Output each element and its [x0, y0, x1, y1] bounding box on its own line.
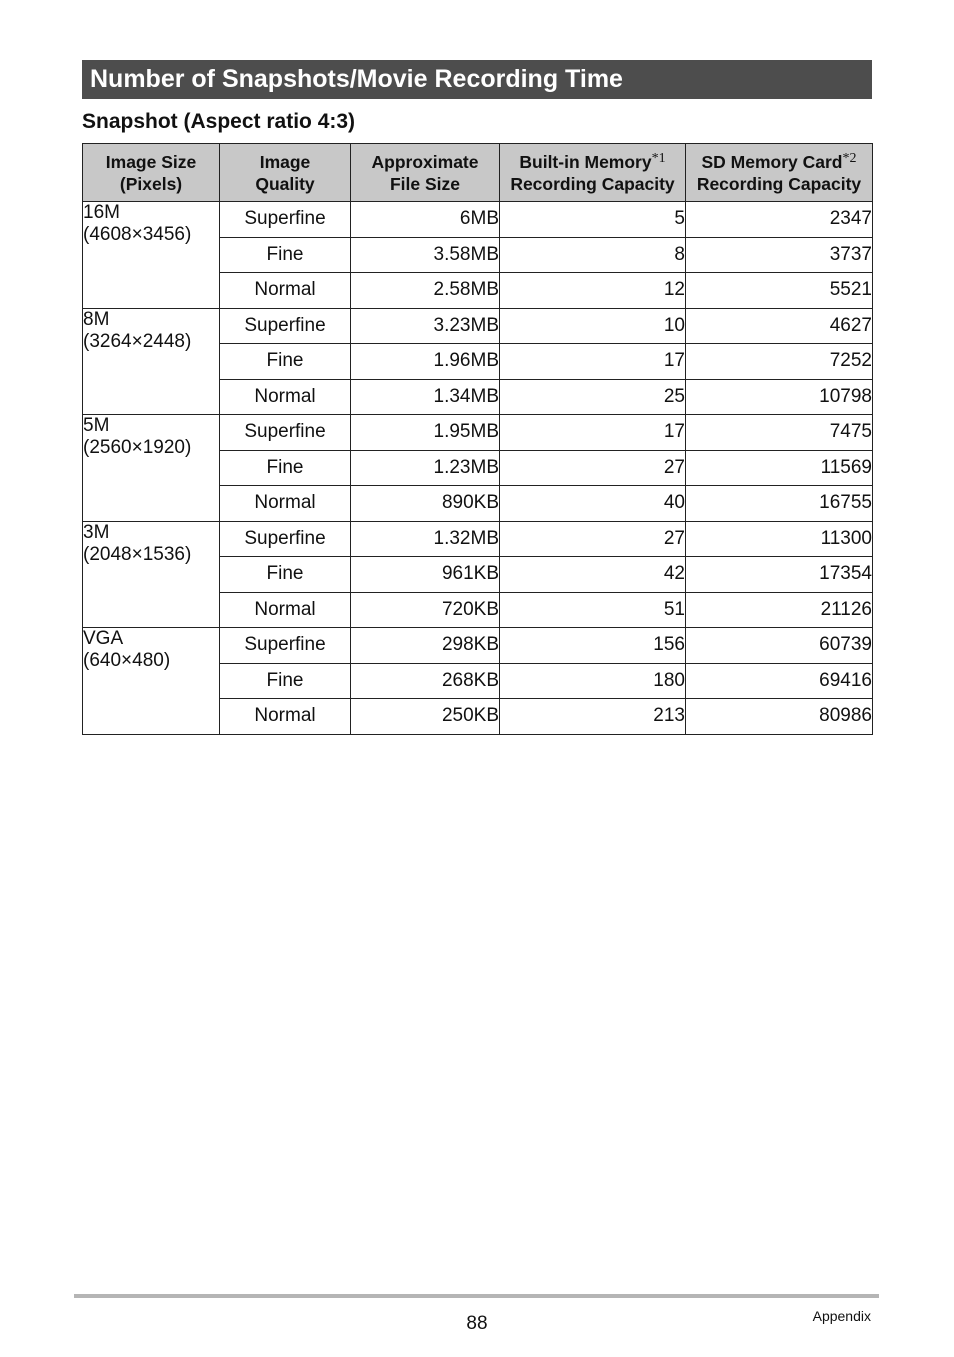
quality-cell: Normal	[220, 699, 351, 735]
quality-cell: Normal	[220, 379, 351, 415]
quality-cell: Normal	[220, 486, 351, 522]
section-label: Appendix	[812, 1308, 871, 1324]
table-body	[83, 202, 873, 735]
file-size-cell: 250KB	[351, 699, 500, 735]
table-row	[83, 202, 873, 238]
file-size-cell: 268KB	[351, 663, 500, 699]
builtin-capacity-cell: 156	[500, 628, 686, 664]
sd-capacity-cell: 69416	[686, 663, 873, 699]
quality-cell: Superfine	[220, 628, 351, 664]
quality-cell: Fine	[220, 663, 351, 699]
footnote-mark: *2	[842, 150, 857, 166]
file-size-cell: 2.58MB	[351, 273, 500, 309]
sd-capacity-cell: 11569	[686, 450, 873, 486]
column-header-builtin-memory: Built-in Memory$^{*1}$ Recording Capacity	[500, 144, 686, 202]
table-row	[83, 628, 873, 664]
quality-cell: Fine	[220, 450, 351, 486]
image-size-label: 3M	[83, 521, 110, 543]
quality-cell: Superfine	[220, 521, 351, 557]
image-size-pixels: (3264×2448)	[83, 330, 192, 352]
image-size-label: 16M	[83, 202, 120, 223]
sd-capacity-cell: 3737	[686, 237, 873, 273]
snapshot-capacity-table	[82, 143, 873, 735]
footer-divider	[74, 1294, 879, 1298]
builtin-capacity-cell: 10	[500, 308, 686, 344]
file-size-cell: 1.34MB	[351, 379, 500, 415]
builtin-capacity-cell: 213	[500, 699, 686, 735]
sd-capacity-cell: 60739	[686, 628, 873, 664]
builtin-capacity-cell: 27	[500, 521, 686, 557]
image-size-pixels: (2560×1920)	[83, 437, 192, 458]
sd-capacity-cell: 17354	[686, 557, 873, 593]
sd-capacity-cell: 2347	[686, 202, 873, 238]
builtin-capacity-cell: 180	[500, 663, 686, 699]
file-size-cell: 890KB	[351, 486, 500, 522]
quality-cell: Fine	[220, 237, 351, 273]
column-header-image-quality: Image Quality	[220, 144, 351, 202]
quality-cell: Fine	[220, 344, 351, 380]
builtin-capacity-cell: 27	[500, 450, 686, 486]
file-size-cell: 298KB	[351, 628, 500, 664]
quality-cell: Superfine	[220, 308, 351, 344]
page-title: Number of Snapshots/Movie Recording Time	[90, 65, 623, 93]
sd-capacity-cell: 16755	[686, 486, 873, 522]
builtin-capacity-cell: 25	[500, 379, 686, 415]
sd-capacity-cell: 5521	[686, 273, 873, 309]
file-size-cell: 1.96MB	[351, 344, 500, 380]
builtin-capacity-cell: 51	[500, 592, 686, 628]
image-size-cell	[83, 308, 220, 415]
image-size-cell	[83, 628, 220, 735]
quality-cell: Superfine	[220, 202, 351, 238]
page-number: 88	[466, 1313, 488, 1334]
table-header-row	[83, 144, 873, 202]
file-size-cell: 1.95MB	[351, 415, 500, 451]
file-size-cell: 720KB	[351, 592, 500, 628]
image-size-pixels: (2048×1536)	[83, 543, 192, 565]
file-size-cell: 1.23MB	[351, 450, 500, 486]
builtin-capacity-cell: 17	[500, 415, 686, 451]
table-subtitle: Snapshot (Aspect ratio 4:3)	[82, 110, 356, 133]
table-row	[83, 521, 873, 557]
file-size-cell: 3.23MB	[351, 308, 500, 344]
image-size-cell	[83, 415, 220, 522]
sd-capacity-cell: 4627	[686, 308, 873, 344]
builtin-capacity-cell: 42	[500, 557, 686, 593]
table-row	[83, 415, 873, 451]
sd-capacity-cell: 11300	[686, 521, 873, 557]
column-header-image-size: Image Size (Pixels)	[83, 144, 220, 202]
image-size-cell	[83, 521, 220, 628]
image-size-label: 5M	[83, 415, 110, 436]
builtin-capacity-cell: 12	[500, 273, 686, 309]
image-size-pixels: (640×480)	[83, 650, 171, 671]
footnote-mark: *1	[651, 150, 666, 166]
sd-capacity-cell: 10798	[686, 379, 873, 415]
column-header-sd-card: SD Memory Card$^{*2}$ Recording Capacity	[686, 144, 873, 202]
file-size-cell: 961KB	[351, 557, 500, 593]
image-size-label: 8M	[83, 308, 110, 330]
quality-cell: Normal	[220, 273, 351, 309]
sd-capacity-cell: 80986	[686, 699, 873, 735]
builtin-capacity-cell: 40	[500, 486, 686, 522]
sd-capacity-cell: 7252	[686, 344, 873, 380]
sd-capacity-cell: 21126	[686, 592, 873, 628]
quality-cell: Fine	[220, 557, 351, 593]
builtin-capacity-cell: 5	[500, 202, 686, 238]
builtin-capacity-cell: 17	[500, 344, 686, 380]
image-size-label: VGA	[83, 628, 124, 649]
quality-cell: Superfine	[220, 415, 351, 451]
file-size-cell: 3.58MB	[351, 237, 500, 273]
sd-capacity-cell: 7475	[686, 415, 873, 451]
file-size-cell: 1.32MB	[351, 521, 500, 557]
column-header-file-size: Approximate File Size	[351, 144, 500, 202]
file-size-cell: 6MB	[351, 202, 500, 238]
table-row	[83, 308, 873, 344]
section-title-bar	[82, 60, 872, 99]
quality-cell: Normal	[220, 592, 351, 628]
builtin-capacity-cell: 8	[500, 237, 686, 273]
image-size-cell	[83, 202, 220, 309]
image-size-pixels: (4608×3456)	[83, 224, 192, 245]
